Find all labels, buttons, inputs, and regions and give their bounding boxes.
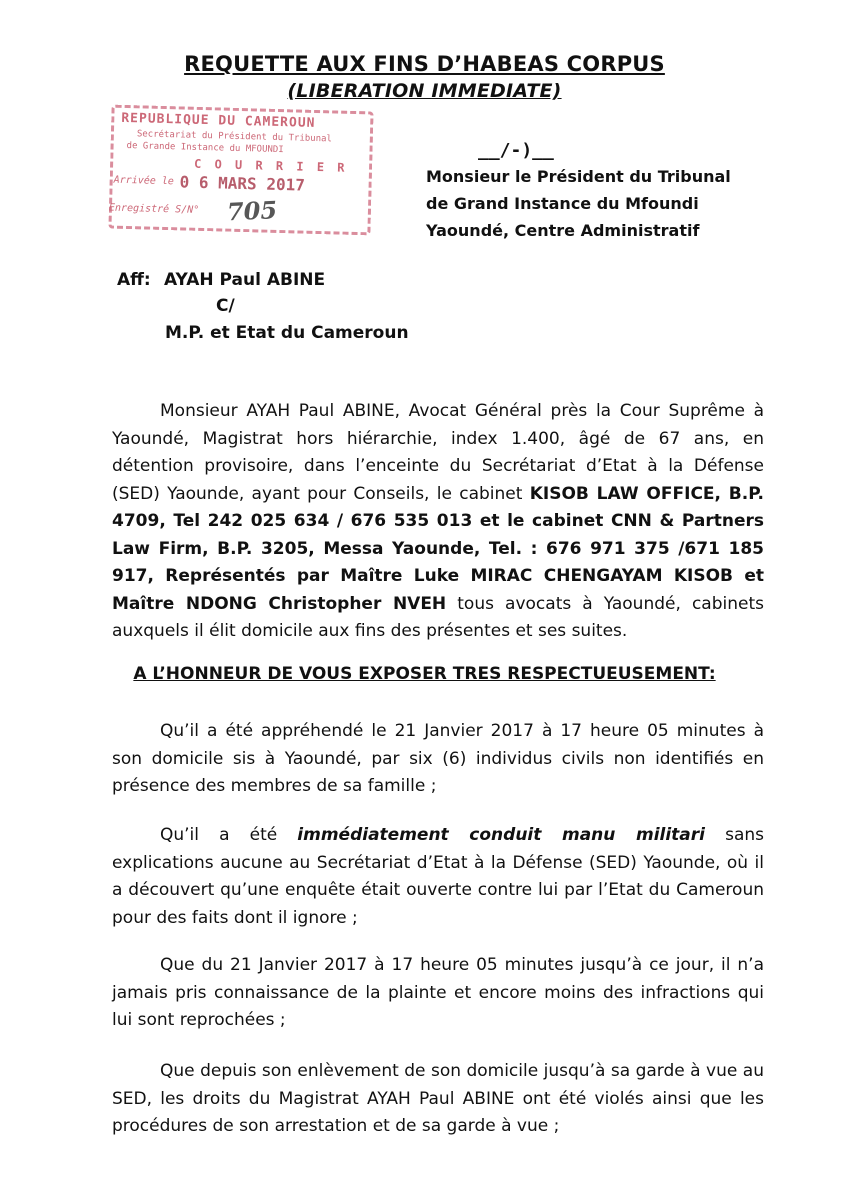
- stamp-arrival-label: Arrivée le: [113, 174, 175, 188]
- p2-emphasis: immédiatement conduit manu militari: [297, 825, 705, 845]
- stamp-line-1: REPUBLIQUE DU CAMEROUN: [121, 110, 316, 131]
- document-title: REQUETTE AUX FINS D’HABEAS CORPUS: [184, 52, 665, 76]
- addressee-line-1: Monsieur le Président du Tribunal: [426, 167, 731, 186]
- affair-contra: C/: [216, 296, 235, 316]
- document-subtitle: (LIBERATION IMMEDIATE): [287, 80, 562, 102]
- paragraph-arrest-text: Qu’il a été appréhendé le 21 Janvier 2017 à 17 heure 05 minutes à son domicile sis à Yaoundé, par six (6) individus civils non identifiés en présence des membres de sa famille ;: [112, 721, 764, 796]
- section-heading: A L’HONNEUR DE VOUS EXPOSER TRES RESPECTUEUSEMENT:: [133, 664, 716, 684]
- paragraph-rights-violated: [112, 1058, 764, 1141]
- intro-counsel-bold: KISOB LAW OFFICE, B.P. 4709, Tel 242 025 634 / 676 535 013 et le cabinet CNN & Partners Law Firm, B.P. 3205, Messa Yaounde, Tel. : 676 971 375 /671 185 917, Représentés par Maître Luke MIRAC CHENGAYAM KISOB et Maître NDONG Christopher NVEH: [112, 483, 765, 614]
- stamp-line-3: de Grande Instance du MFOUNDI: [126, 140, 284, 156]
- paragraph-no-complaint-text: Que du 21 Janvier 2017 à 17 heure 05 minutes jusqu’à ce jour, il n’a jamais pris connaissance de la plainte et encore moins des infractions qui lui sont reprochées ;: [112, 955, 764, 1030]
- reference-number: __/-)__: [478, 140, 554, 161]
- affair-defendant: M.P. et Etat du Cameroun: [165, 323, 409, 343]
- paragraph-no-complaint: [112, 952, 764, 1035]
- stamp-date: 0 6 MARS 2017: [179, 172, 306, 195]
- addressee-block: [426, 163, 731, 244]
- stamp-line-2: Secrétariat du Président du Tribunal: [136, 129, 333, 145]
- intro-text-1: Monsieur AYAH Paul ABINE, Avocat Général près la Cour Suprême à Yaoundé, Magistrat hors hiérarchie, index 1.400, âgé de 67 ans, en détention provisoire, dans l’enceinte du Secrétariat d’Etat à la Défense (SED) Yaounde, ayant pour Conseils, le cabinet: [112, 401, 764, 504]
- addressee-line-2: de Grand Instance du Mfoundi: [426, 194, 699, 213]
- addressee-line-3: Yaoundé, Centre Administratif: [426, 221, 700, 240]
- stamp-line-4: C O U R R I E R: [193, 156, 348, 175]
- intro-paragraph: [112, 398, 764, 646]
- stamp-handwritten-number: 705: [226, 195, 278, 227]
- affair-plaintiff: AYAH Paul ABINE: [164, 270, 326, 290]
- paragraph-rights-text: Que depuis son enlèvement de son domicile jusqu’à sa garde à vue au SED, les droits du Magistrat AYAH Paul ABINE ont été violés ainsi que les procédures de son arrestation et de sa garde à vue ;: [112, 1061, 764, 1136]
- court-stamp: [108, 105, 373, 236]
- p2-text-1: Qu’il a été: [160, 825, 298, 845]
- affair-label: Aff:: [117, 270, 151, 290]
- paragraph-detention: [112, 822, 764, 932]
- p2-text-2: sans explications aucune au Secrétariat d’Etat à la Défense (SED) Yaounde, où il a découvert qu’une enquête était ouverte contre lui par l’Etat du Cameroun pour des faits dont il ignore ;: [112, 825, 765, 928]
- paragraph-arrest: [112, 718, 764, 801]
- stamp-registered-label: Enregistré S/N°: [108, 202, 200, 216]
- intro-text-2: tous avocats à Yaoundé, cabinets auxquels il élit domicile aux fins des présentes et ses suites.: [112, 593, 764, 641]
